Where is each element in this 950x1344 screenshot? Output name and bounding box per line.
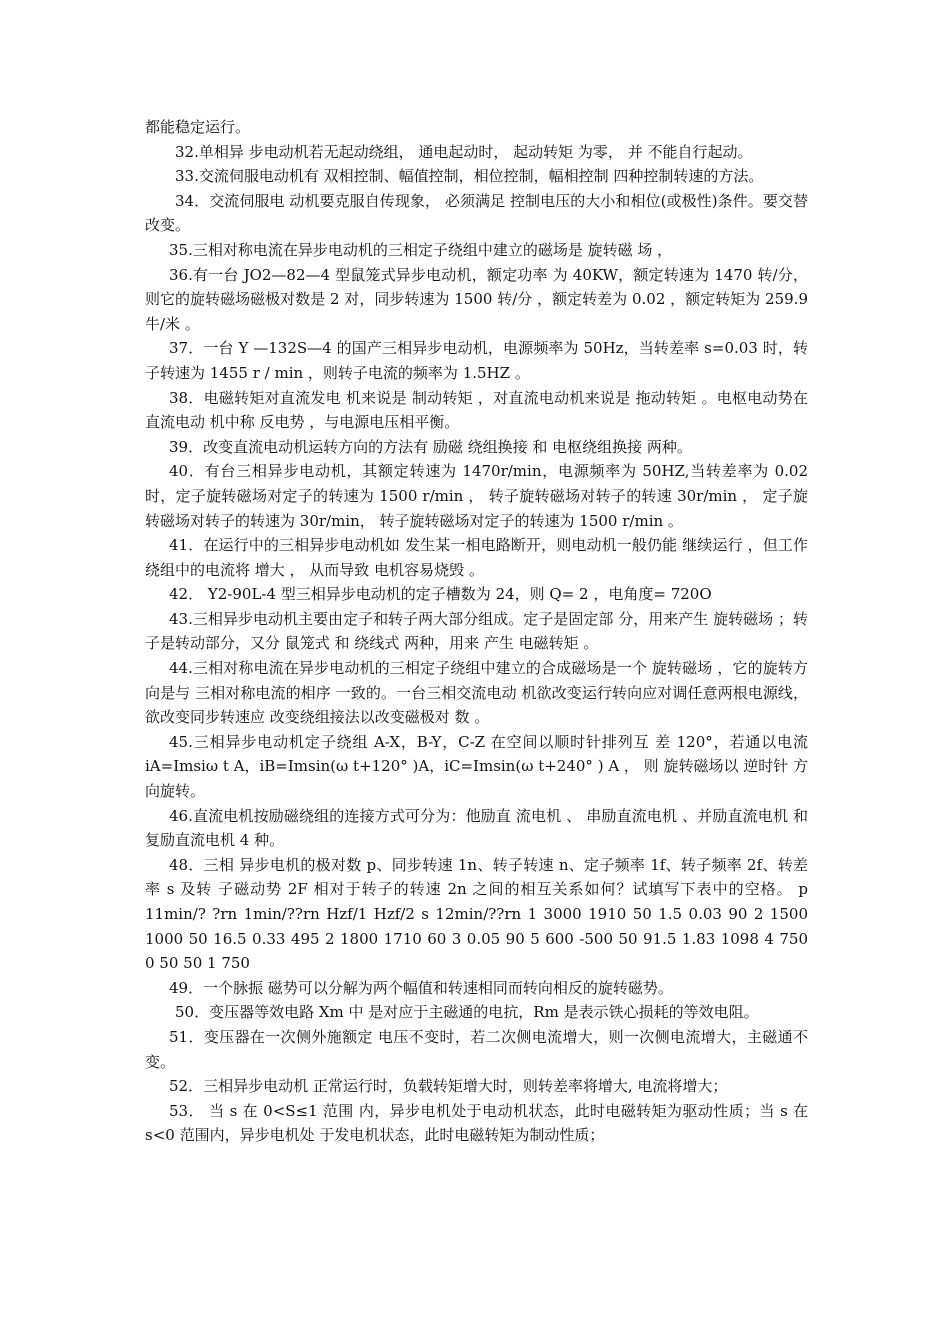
paragraph-53: 53． 当 s 在 0<S≤1 范围 内，异步电机处于电动机状态，此时电磁转矩为驱动性质；当 s 在 s<0 范围内，异步电机处 于发电机状态，此时电磁转矩为制动性质； bbox=[145, 1101, 808, 1145]
paragraph-50: 50．变压器等效电路 Xm 中 是对应于主磁通的电抗，Rm 是表示铁心损耗的等效电阻。 bbox=[175, 1003, 759, 1022]
paragraph-51: 51．变压器在一次侧外施额定 电压不变时，若二次侧电流增大，则一次侧电流增大，主磁通不变。 bbox=[145, 1027, 808, 1071]
paragraph-35: 35.三相对称电流在异步电动机的三相定子绕组中建立的磁场是 旋转磁 场 ， bbox=[169, 240, 673, 259]
paragraph-40: 40．有台三相异步电动机，其额定转速为 1470r/min，电源频率为 50HZ,当转差率为 0.02 时，定子旋转磁场对定子的转速为 1500 r/min ， 转子旋转磁场对转子的转速 30r/min ， 定子旋转磁场对转子的转速为 30r/min， 转子旋转磁场对定子的转速为 1500 r/min 。 bbox=[145, 462, 808, 530]
paragraph-36: 36.有一台 JO2—82—4 型鼠笼式异步电动机，额定功率 为 40KW，额定转速为 1470 转/分，则它的旋转磁场磁极对数是 2 对，同步转速为 1500 转/分 ，额定转差为 0.02 ，额定转矩为 259.9 牛/米 。 bbox=[145, 265, 808, 333]
paragraph-43: 43.三相异步电动机主要由定子和转子两大部分组成。定子是固定部 分，用来产生 旋转磁场 ；转子是转动部分，又分 鼠笼式 和 绕线式 两种，用来 产生 电磁转矩 。 bbox=[145, 609, 808, 653]
paragraph-32: 32.单相异 步电动机若无起动绕组， 通电起动时， 起动转矩 为零， 并 不能自行起动。 bbox=[175, 142, 753, 161]
paragraph-44: 44.三相对称电流在异步电动机的三相定子绕组中建立的合成磁场是一个 旋转磁场 ，它的旋转方向是与 三相对称电流的相序 一致的。一台三相交流电动 机欲改变运行转向应对调任意两根电源线， 欲改变同步转速应 改变绕组接法以改变磁极对 数 。 bbox=[145, 659, 808, 727]
paragraph-38: 38．电磁转矩对直流发电 机来说是 制动转矩 ，对直流电动机来说是 拖动转矩 。电枢电动势在直流电动 机中称 反电势 ，与电源电压相平衡。 bbox=[145, 388, 808, 432]
paragraph-34: 34．交流伺服电 动机要克服自传现象， 必须满足 控制电压的大小和相位(或极性)条件。要交替改变。 bbox=[145, 191, 808, 235]
paragraph-37: 37．一台 Y —132S—4 的国产三相异步电动机，电源频率为 50Hz，当转差率 s=0.03 时，转 子转速为 1455 r / min ，则转子电流的频率为 1.5HZ 。 bbox=[145, 339, 808, 382]
paragraph-42: 42． Y2-90L-4 型三相异步电动机的定子槽数为 24，则 Q= 2 ，电角度= 720O bbox=[169, 585, 712, 604]
paragraph-52: 52．三相异步电动机 正常运行时，负载转矩增大时，则转差率将增大, 电流将增大； bbox=[169, 1077, 728, 1096]
paragraph-48: 48．三相 异步电机的极对数 p、同步转速 1n、转子转速 n、定子频率 1f、转子频率 2f、转差率 s 及转 子磁动势 2F 相对于转子的转速 2n 之间的相互关系如何？试填写下表中的空格。 p 11min/? ?rn 1min/??rn Hzf/1 Hzf/2 s 12min/??rn 1 3000 1910 50 1.5 0.03 90 2 1500 1000 50 16.5 0.33 495 2 1800 1710 60 3 0.05 90 5 600 -500 50 91.5 1.83 1098 4 750 0 50 50 1 750 bbox=[145, 855, 808, 973]
document-body bbox=[145, 115, 808, 1148]
paragraph-continuation: 都能稳定运行。 bbox=[145, 118, 251, 136]
paragraph-33: 33.交流伺服电动机有 双相控制、幅值控制，相位控制，幅相控制 四种控制转速的方法。 bbox=[175, 167, 764, 186]
paragraph-46: 46.直流电机按励磁绕组的连接方式可分为：他励直 流电机 、 串励直流电机 、并励直流电机 和 复励直流电机 4 种。 bbox=[145, 806, 808, 850]
paragraph-45: 45.三相异步电动机定子绕组 A-X，B-Y，C-Z 在空间以顺时针排列互 差 120°，若通以电流 iA=Imsiω t A，iB=Imsin(ω t+120° )A，iC=Imsin(ω t+240° ) A ， 则 旋转磁场以 逆时针 方向旋转。 bbox=[145, 732, 808, 801]
paragraph-49: 49．一个脉振 磁势可以分解为两个幅值和转速相同而转向相反的旋转磁势。 bbox=[169, 978, 673, 997]
paragraph-41: 41．在运行中的三相异步电动机如 发生某一相电路断开，则电动机一般仍能 继续运行 ，但工作绕组中的电流将 增大 ， 从而导致 电机容易烧毁 。 bbox=[145, 536, 808, 579]
paragraph-39: 39．改变直流电动机运转方向的方法有 励磁 绕组换接 和 电枢绕组换接 两种。 bbox=[169, 437, 692, 456]
